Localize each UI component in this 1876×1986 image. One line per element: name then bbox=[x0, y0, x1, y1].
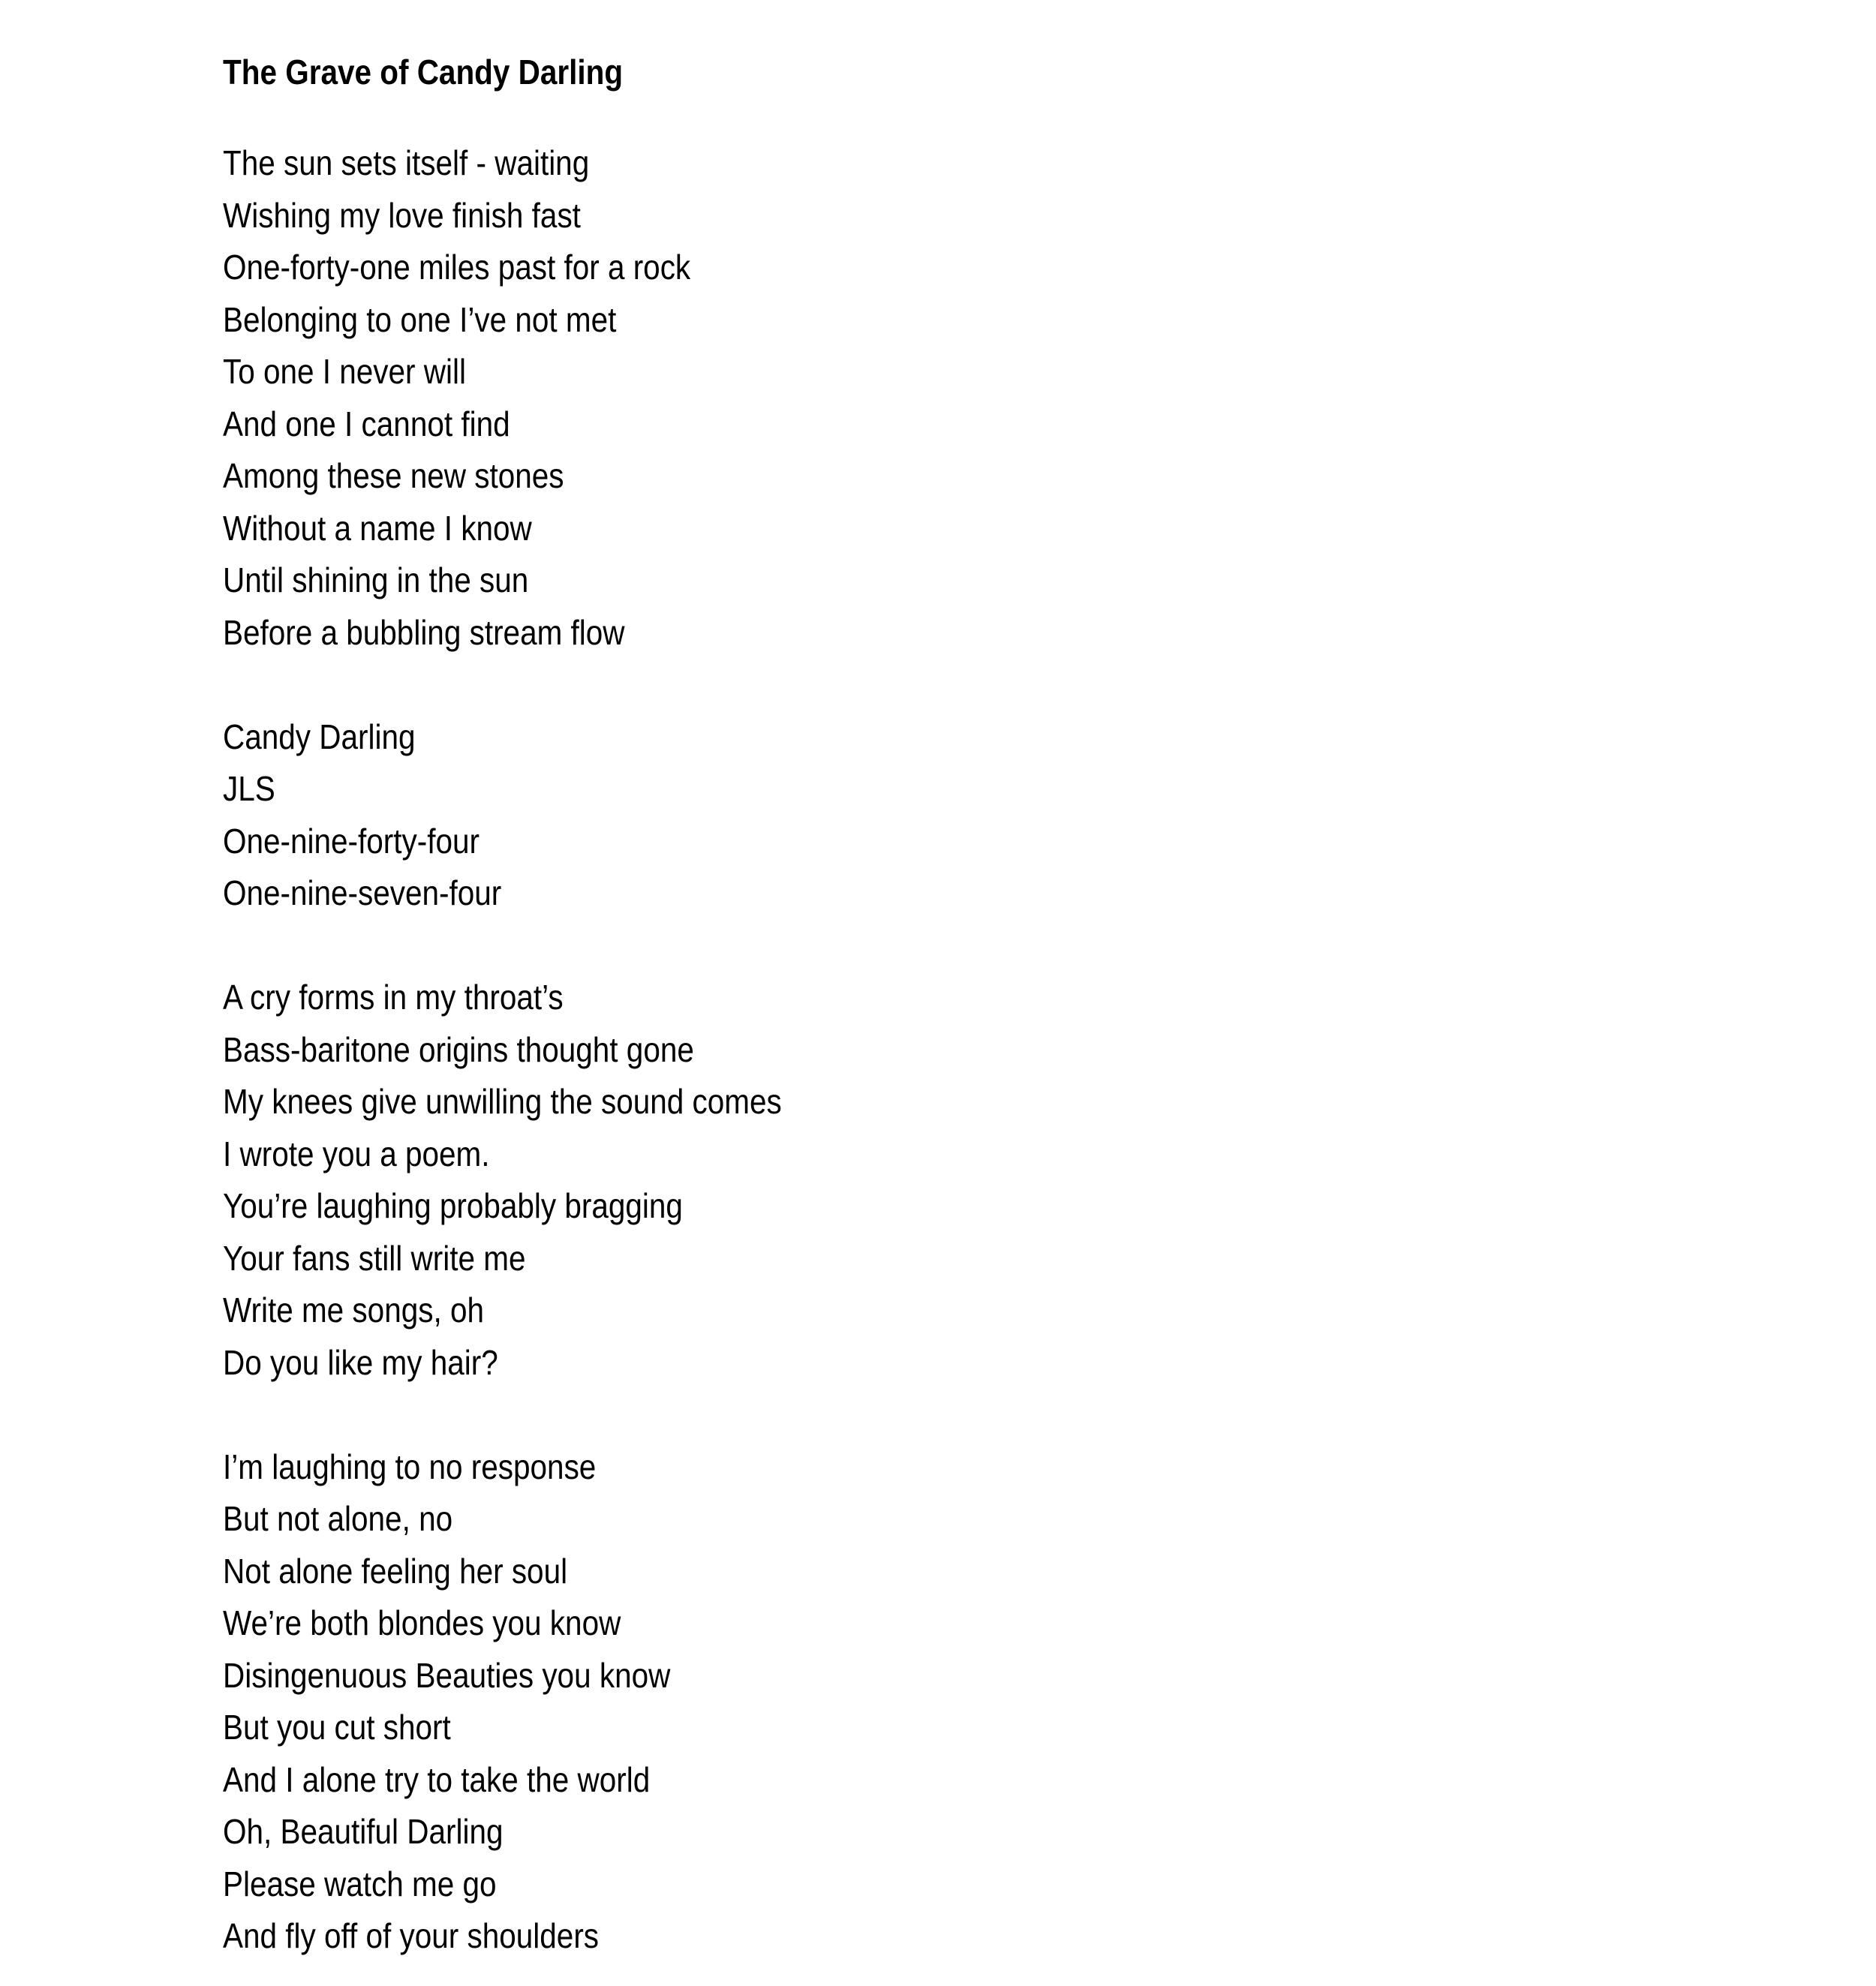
poem-line: You’re laughing probably bragging bbox=[223, 1186, 683, 1225]
poem-line: Please watch me go bbox=[223, 1864, 497, 1903]
poem-line: Before a bubbling stream flow bbox=[223, 612, 625, 652]
poem-line: We’re both blondes you know bbox=[223, 1603, 621, 1642]
stanza bbox=[223, 137, 782, 659]
poem-line: JLS bbox=[223, 769, 275, 808]
poem-line: Belonging to one I’ve not met bbox=[223, 299, 617, 339]
poem-line: And one I cannot find bbox=[223, 404, 510, 443]
poem-line: Candy Darling bbox=[223, 717, 416, 756]
poem-line: One-nine-seven-four bbox=[223, 873, 502, 912]
poem-line: Wishing my love finish fast bbox=[223, 195, 581, 235]
poem-title: The Grave of Candy Darling bbox=[223, 53, 624, 92]
poem-line: Among these new stones bbox=[223, 456, 564, 495]
poem-line: To one I never will bbox=[223, 352, 467, 391]
poem-line: Write me songs, oh bbox=[223, 1290, 484, 1330]
stanza bbox=[223, 1441, 782, 1963]
poem-line: Your fans still write me bbox=[223, 1238, 526, 1278]
poem-line: One-nine-forty-four bbox=[223, 821, 480, 861]
stanza bbox=[223, 711, 782, 920]
poem-line: Until shining in the sun bbox=[223, 560, 529, 599]
poem-line: But you cut short bbox=[223, 1708, 451, 1747]
poem-body bbox=[223, 137, 782, 1963]
poem-line: But not alone, no bbox=[223, 1499, 453, 1538]
stanza bbox=[223, 972, 782, 1389]
poem-line: Do you like my hair? bbox=[223, 1342, 498, 1382]
poem-line: My knees give unwilling the sound comes bbox=[223, 1082, 782, 1121]
poem-line: One-forty-one miles past for a rock bbox=[223, 248, 691, 287]
poem-line: The sun sets itself - waiting bbox=[223, 143, 590, 182]
poem-line: Without a name I know bbox=[223, 508, 532, 548]
poem-line: And I alone try to take the world bbox=[223, 1759, 651, 1799]
poem-line: Disingenuous Beauties you know bbox=[223, 1655, 671, 1695]
poem-line: And fly off of your shoulders bbox=[223, 1916, 600, 1955]
poem-line: A cry forms in my throat’s bbox=[223, 978, 564, 1017]
poem-line: Oh, Beautiful Darling bbox=[223, 1812, 504, 1851]
poem-line: Not alone feeling her soul bbox=[223, 1551, 568, 1591]
poem-line: Bass-baritone origins thought gone bbox=[223, 1029, 694, 1069]
poem-line: I’m laughing to no response bbox=[223, 1447, 597, 1486]
poem-line: I wrote you a poem. bbox=[223, 1134, 490, 1173]
